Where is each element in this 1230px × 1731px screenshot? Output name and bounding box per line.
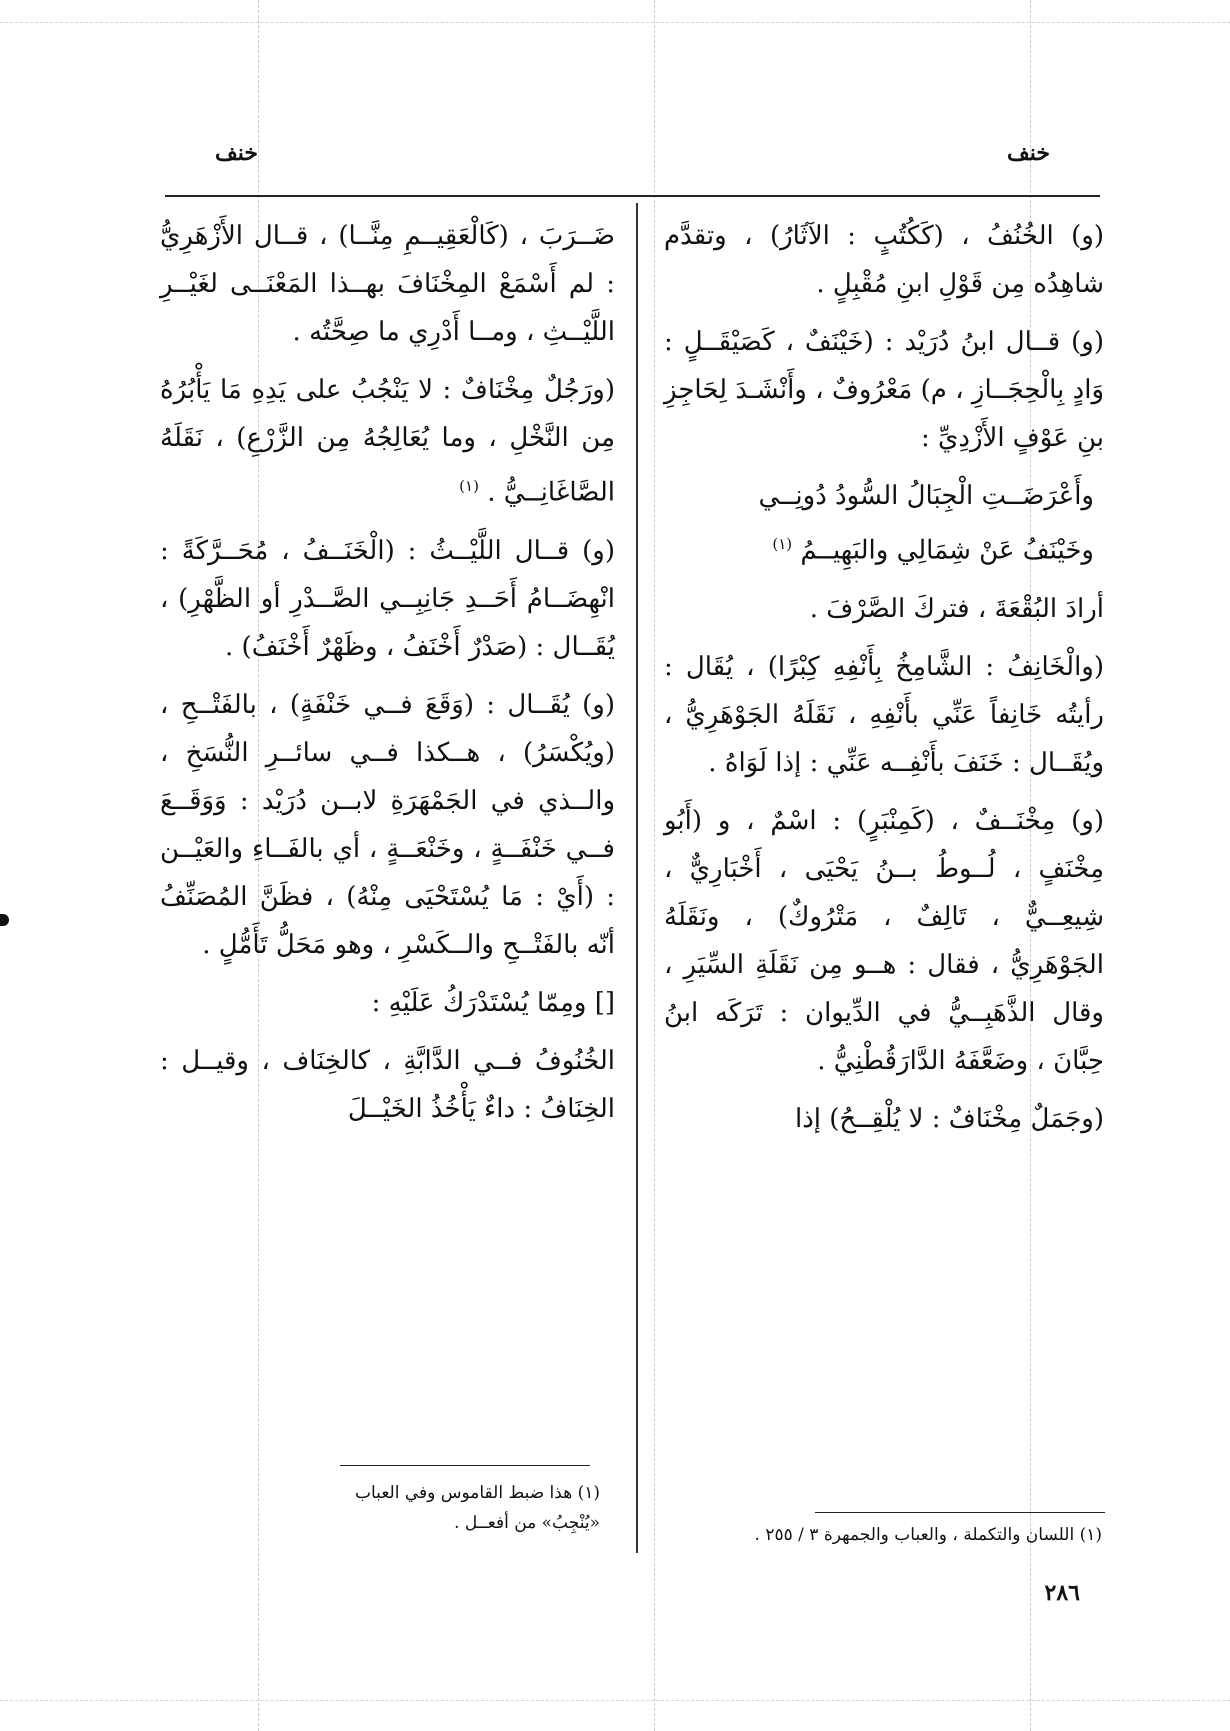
column-divider [636,203,638,1553]
verse-line-text: وخَيْنَفُ عَنْ شِمَالِي والبَهِيــمُ [800,535,1094,566]
footnote-rule [340,1465,590,1466]
verse-line: وأَعْرَضَــتِ الْجِبَالُ السُّودُ دُونِــي [758,481,1094,511]
left-column [160,212,615,1143]
entry-paragraph: ضَــرَبَ ، (كَالْعَقِيــمِ مِنَّــا) ، قــال الأَزْهَرِيُّ : لم أَسْمَعْ المِخْنَافَ بهــذا المَعْنَــى لغَيْــرِ اللَّيْــثِ ، ومــا أَدْرِي ما صِحَّتُه . [160,221,615,347]
entry-paragraph: (و) الخُنُفُ ، (كَكُتُبٍ : الآثَارُ) ، وتقدَّم شاهِدُه مِن قَوْلِ ابنِ مُقْبِلٍ . [664,221,1104,299]
entry-paragraph: الخُنُوفُ فــي الدَّابَّةِ ، كالخِنَاف ، وقيــل : الخِنَافُ : داءٌ يَأْخُذُ الخَيْــلَ [160,1045,615,1124]
scan-edge-mark [0,914,9,926]
running-header-right: خنف [1006,140,1050,166]
scan-guide-line [0,22,1230,23]
left-footnote: (١) هذا ضبط القاموس وفي العباب «يُنْجِبُ» من أفعــل . [355,1483,600,1533]
entry-paragraph-with-note [160,366,615,517]
verse-line-with-note [664,520,1094,575]
scan-guide-line [0,1700,1230,1701]
entry-paragraph: أرادَ البُقْعَةَ ، فتركَ الصَّرْفَ . [809,593,1104,624]
footnote-marker: (١) [772,535,793,553]
footnote-rule [815,1512,1105,1513]
addendum-heading: [] ومِمّا يُسْتَدْرَكُ عَلَيْهِ : [371,987,615,1018]
entry-paragraph: (و) مِخْنَــفٌ ، (كَمِنْبَرٍ) : اسْمٌ ، و (أَبُو مِخْنَفٍ ، لُــوطُ بــنُ يَحْيَى ، أَخْبَارِيٌّ ، شِيعِــيٌّ ، تَالِفٌ ، مَتْرُوكٌ) ، ونَقَلَهُ الجَوْهَرِيُّ ، فقال : هــو مِن نَقَلَةِ السِّيَرِ ، وقال الذَّهَبِــيُّ في الدِّيوان : تَرَكَه ابنُ حِبَّانَ ، وضَعَّفَهُ الدَّارَقُطْنِيُّ . [664,805,1104,1076]
entry-paragraph: (والْخَانِفُ : الشَّامِخُ بِأَنْفِهِ كِبْرًا) ، يُقَال : رأيتُه خَانِفاً عَنِّي بأَنْفِهِ ، نَقَلَهُ الجَوْهَرِيُّ ، ويُقَــال : خَنَفَ بأَنْفِــه عَنِّي : إذا لَوَاهُ . [664,651,1104,778]
entry-paragraph: (وجَمَلٌ مِخْنَافٌ : لا يُلْقِــحُ) إذا [794,1103,1104,1134]
paragraph-text: (ورَجُلٌ مِخْنَافٌ : لا يَنْجُبُ على يَدِهِ مَا يَأْبُرُهُ مِن النَّخْلِ ، وما يُعَالِجُهُ مِن الزَّرْعِ) ، نَقَلَهُ الصَّاغَانِــيُّ . [160,375,615,508]
right-column [664,212,1104,1153]
header-rule [165,195,1100,197]
entry-paragraph: (و) قــال ابنُ دُرَيْد : (خَيْنَفٌ ، كَصَيْقَــلٍ : وَادٍ بِالْحِجَــازِ ، م) مَعْرُوفٌ ، وأَنْشَـدَ لِحَاجِزِ بنِ عَوْفٍ الأَزْدِيِّ : [664,327,1104,453]
scan-guide-line [654,0,655,1731]
right-footnote: (١) اللسان والتكملة ، والعباب والجمهرة ٣ / ٢٥٥ . [754,1525,1102,1545]
entry-paragraph: (و) قــال اللَّيْــثُ : (الْخَنَــفُ ، مُحَــرَّكَةً : انْهِضَــامُ أَحَــدِ جَانِبِــي الصَّــدْرِ أو الظَّهْرِ) ، يُقَــال : (صَدْرٌ أَخْنَفُ ، وظَهْرٌ أَخْنَفُ) . [160,535,615,662]
footnote-marker: (١) [459,477,479,495]
page-number: ٢٨٦ [1044,1580,1080,1606]
running-header-left: خنف [215,140,259,166]
entry-paragraph: (و) يُقَــال : (وَقَعَ فــي خَنْفَةٍ) ، بالفَتْــحِ ، (ويُكْسَرُ) ، هــكذا فــي سائــرِ النُّسَخِ ، والــذي في الجَمْهَرَةِ لابــن دُرَيْد : وَوَقَــعَ فــي خَنْفَــةٍ ، وخَنْعَــةٍ ، أي بالفَــاءِ والعَيْــن : (أَيْ : مَا يُسْتَحْيَى مِنْهُ) ، فظَنَّ المُصَنِّفُ أنّه بالفَتْــحِ والــكَسْرِ ، وهو مَحَلُّ تَأَمُّلٍ . [160,689,615,960]
poetry-verse [664,472,1104,575]
